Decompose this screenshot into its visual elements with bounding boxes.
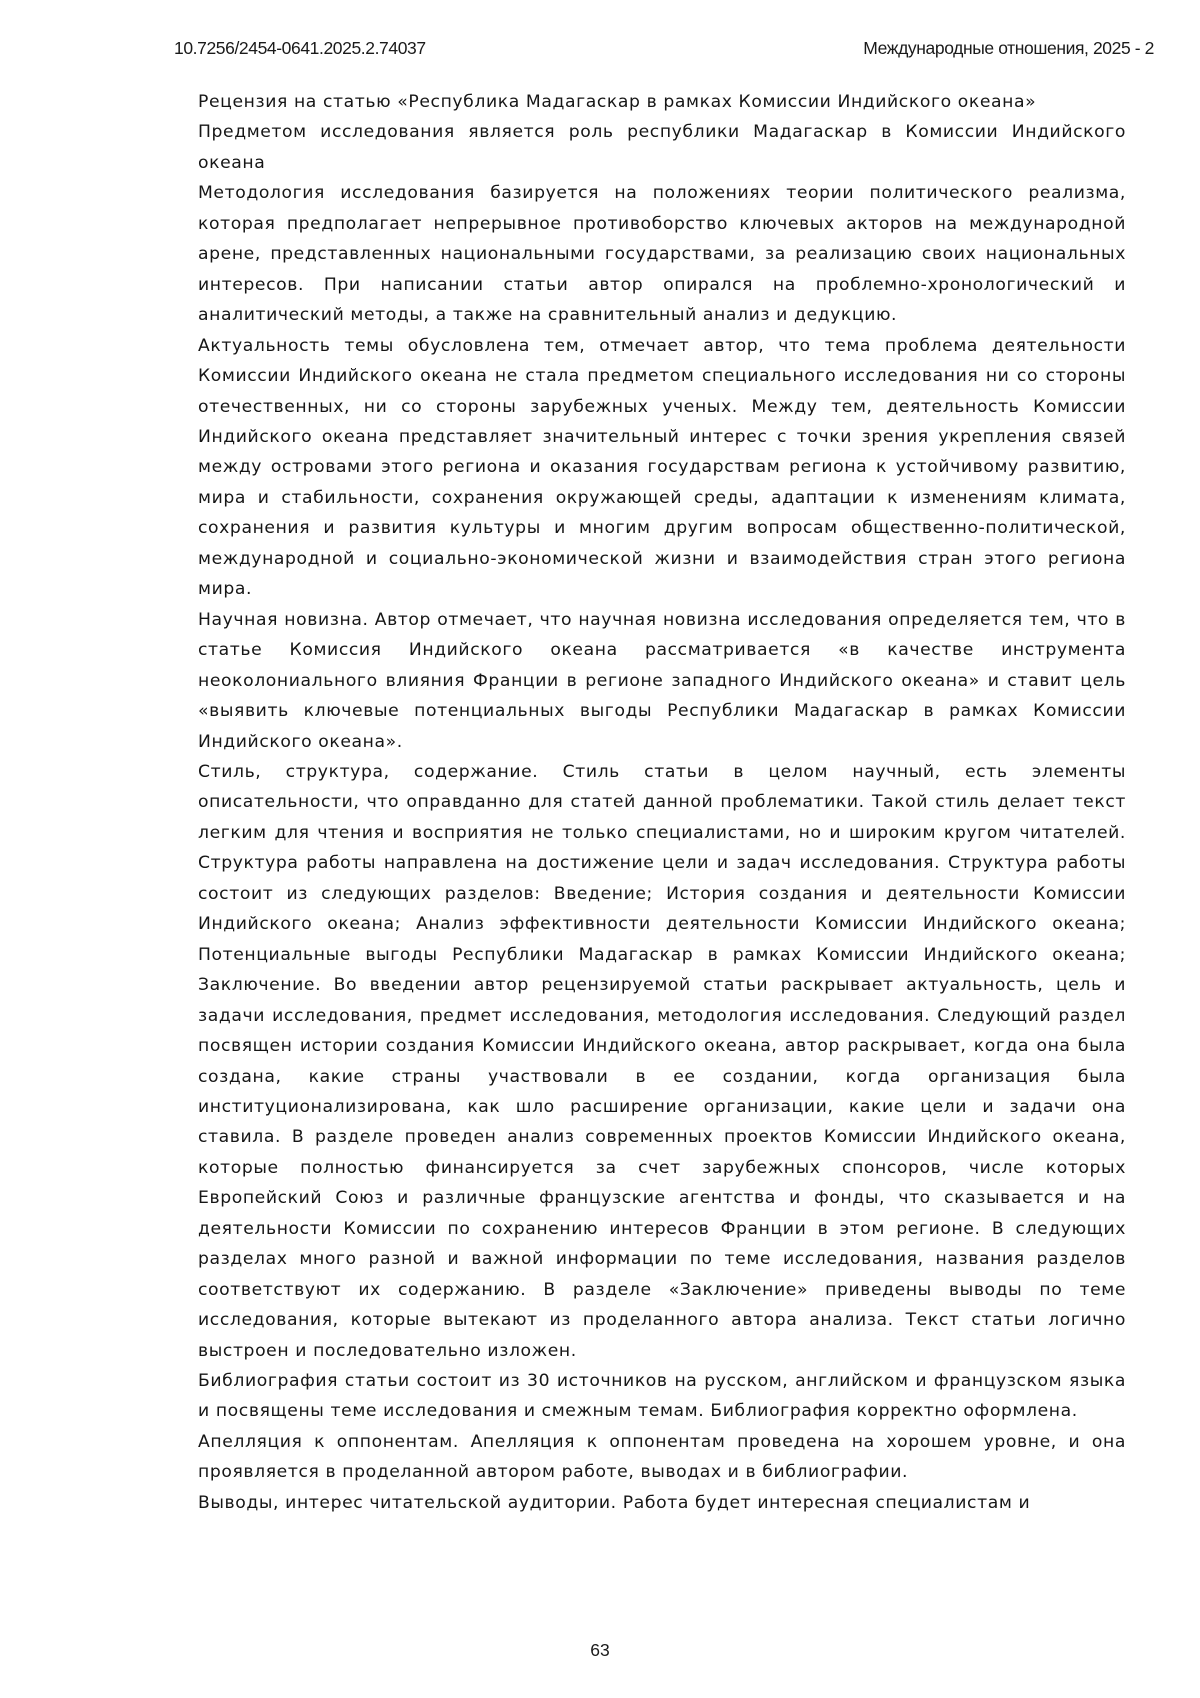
review-body: [198, 87, 1126, 1518]
paragraph-style-structure: Стиль, структура, содержание. Стиль статьи в целом научный, есть элементы описательности, что оправданно для статей данной проблематики. Такой стиль делает текст легким для чтения и восприятия не только специалистами, но и широким кругом читателей. Структура работы направлена на достижение цели и задач исследования. Структура работы состоит из следующих разделов: Введение; История создания и деятельности Комиссии Индийского океана; Анализ эффективности деятельности Комиссии Индийского океана; Потенциальные выгоды Республики Мадагаскар в рамках Комиссии Индийского океана; Заключение. Во введении автор рецензируемой статьи раскрывает актуальность, цель и задачи исследования, предмет исследования, методология исследования. Следующий раздел посвящен истории создания Комиссии Индийского океана, автор раскрывает, когда она была создана, какие страны участвовали в ее создании, когда организация была институционализирована, как шло расширение организации, какие цели и задачи она ставила. В разделе проведен анализ современных проектов Комиссии Индийского океана, которые полностью финансируется за счет зарубежных спонсоров, числе которых Европейский Союз и различные французские агентства и фонды, что сказывается и на деятельности Комиссии по сохранению интересов Франции в этом регионе. В следующих разделах много разной и важной информации по теме исследования, названия разделов соответствуют их содержанию. В разделе «Заключение» приведены выводы по теме исследования, которые вытекают из проделанного автора анализа. Текст статьи логично выстроен и последовательно изложен.: [198, 757, 1126, 1366]
journal-title: Международные отношения, 2025 - 2: [863, 38, 1154, 59]
paragraph-bibliography: Библиография статьи состоит из 30 источников на русском, английском и французском языка и посвящены теме исследования и смежным темам. Библиография корректно оформлена.: [198, 1366, 1126, 1427]
paragraph-methodology: Методология исследования базируется на положениях теории политического реализма, которая предполагает непрерывное противоборство ключевых акторов на международной арене, представленных национальными государствами, за реализацию своих национальных интересов. При написании статьи автор опирался на проблемно-хронологический и аналитический методы, а также на сравнительный анализ и дедукцию.: [198, 178, 1126, 330]
paragraph-conclusions: Выводы, интерес читательской аудитории. Работа будет интересная специалистам и: [198, 1488, 1126, 1518]
doi-label: 10.7256/2454-0641.2025.2.74037: [174, 38, 426, 59]
paragraph-opponents: Апелляция к оппонентам. Апелляция к оппонентам проведена на хорошем уровне, и она проявляется в проделанной автором работе, выводах и в библиографии.: [198, 1427, 1126, 1488]
review-title: Рецензия на статью «Республика Мадагаскар в рамках Комиссии Индийского океана»: [198, 87, 1126, 117]
paragraph-novelty: Научная новизна. Автор отмечает, что научная новизна исследования определяется тем, что в статье Комиссия Индийского океана рассматривается «в качестве инструмента неоколониального влияния Франции в регионе западного Индийского океана» и ставит цель «выявить ключевые потенциальных выгоды Республики Мадагаскар в рамках Комиссии Индийского океана».: [198, 605, 1126, 757]
page-number: 63: [0, 1640, 1200, 1661]
page-header: [174, 38, 1154, 62]
paragraph-subject: Предметом исследования является роль республики Мадагаскар в Комиссии Индийского океана: [198, 117, 1126, 178]
paragraph-relevance: Актуальность темы обусловлена тем, отмечает автор, что тема проблема деятельности Комиссии Индийского океана не стала предметом специального исследования ни со стороны отечественных, ни со стороны зарубежных ученых. Между тем, деятельность Комиссии Индийского океана представляет значительный интерес с точки зрения укрепления связей между островами этого региона и оказания государствам региона к устойчивому развитию, мира и стабильности, сохранения окружающей среды, адаптации к изменениям климата, сохранения и развития культуры и многим другим вопросам общественно-политической, международной и социально-экономической жизни и взаимодействия стран этого региона мира.: [198, 331, 1126, 605]
